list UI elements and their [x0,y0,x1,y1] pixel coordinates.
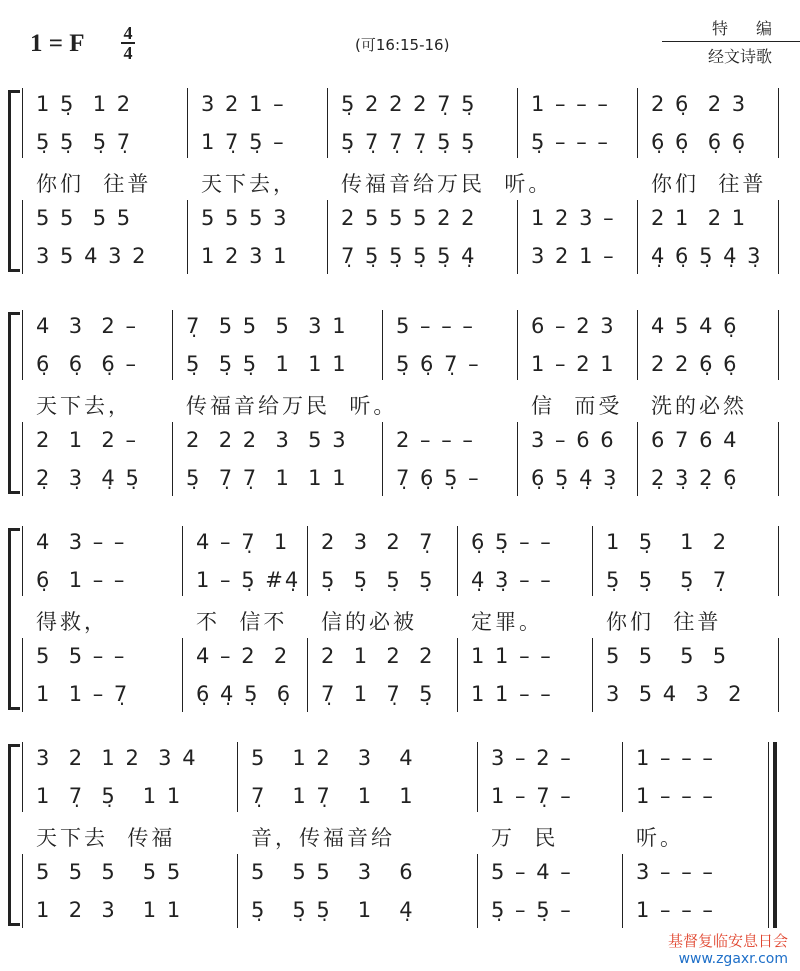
measure: 3 2 1 – [531,244,616,268]
voice-line [22,746,778,776]
measure: 1 5̣ 1 2 [606,530,729,554]
measure: 5̣ 7̣ 7̣ 7̣ 5̣ 5̣ [341,130,477,154]
voice-line [22,244,778,274]
voice-line [22,352,778,382]
measure: 5̣ 7̣ 7̣ 1 1 1 [186,466,348,490]
lyric-measure: 你们 往普 [651,172,767,196]
voice-line [22,466,778,496]
measure: 1 – 7̣ – [491,784,573,808]
voice-line [22,568,778,598]
measure: 7̣ 6̣ 5̣ – [396,466,481,490]
score-system [22,526,778,712]
measure: 3 – 6 6 [531,428,616,452]
measure: 5̣ 5̣ 5̣ 1 1 1 [186,352,348,376]
watermark-site-name: 基督复临安息日会 [667,932,788,950]
key-signature: 1 = F [30,30,85,57]
measure: 4 5 4 6̣ [651,314,739,338]
measure: 5 5 5 5 [606,644,729,668]
voice-line [22,898,778,928]
bracket-bottom [8,707,20,710]
lyric-measure: 音，传福音给 [251,826,395,850]
lyrics-credit: 经文诗歌 [707,47,772,66]
measure: 3 5 4 3 2 [36,244,148,268]
measure: 5̣ 5̣ 5̣ 7̣ [36,130,133,154]
measure: 5 5 5 3 6 [251,860,415,884]
barline [778,638,779,712]
time-signature-bottom: 4 [123,43,133,63]
barline [778,200,779,274]
voice-line [22,644,778,674]
measure: 2 5 5 5 2 2 [341,206,477,230]
bracket-top [8,528,20,531]
scripture-reference: (可16:15-16) [355,36,450,54]
measure: 5̣ 2 2 2 7̣ 5̣ [341,92,477,116]
lyric-measure: 得救， [36,610,108,634]
measure: 2 – – – [396,428,475,452]
measure: 5 – – – [396,314,475,338]
lyric-line [22,168,778,198]
lyric-measure: 天下去， [36,394,132,418]
measure: 1 – 5̣ #4̣ [196,568,301,592]
measure: 5̣ 5̣ 5̣ 5̣ [321,568,435,592]
measure: 7̣ 1 7̣ 5̣ [321,682,435,706]
voice-line [22,682,778,712]
lyric-measure: 传福音给万民 听。 [186,394,398,418]
measure: 2 1 2 2 [321,644,435,668]
lyric-line [22,822,778,852]
measure: 1 1 – 7̣ [36,682,130,706]
measure: 7̣ 1 7̣ 1 1 [251,784,415,808]
system-bracket [8,312,11,494]
measure: 4̣ 6̣ 5̣ 4̣ 3̣ [651,244,763,268]
watermark [668,930,788,967]
measure: 1 2 3 1 1 [36,898,183,922]
lyric-measure: 定罪。 [471,610,543,634]
measure: 3 2 1 – [201,92,286,116]
measure: 1 – – – [636,746,715,770]
watermark-url: www.zgaxr.com [678,951,788,967]
arranger-credit: 特编 [662,16,800,42]
measure: 2 2 2 3 5 3 [186,428,348,452]
measure: 5̣ 6̣ 7̣ – [396,352,481,376]
measure: 4̣ 3̣ – – [471,568,553,592]
voice-line [22,860,778,890]
measure: 6̣ 1 – – [36,568,127,592]
measure: 7̣ 5 5 5 3 1 [186,314,348,338]
measure: 2 1 2 – [36,428,138,452]
measure: 6̣ 6̣ 6̣ 6̣ [651,130,748,154]
barline [778,310,779,380]
lyric-measure: 听。 [636,826,684,850]
system-bracket [8,744,11,926]
measure: 5̣ – – – [531,130,610,154]
measure: 6 7 6 4 [651,428,739,452]
measure: 5̣ 5̣ 5̣ 1 4̣ [251,898,415,922]
measure: 2 3 2 7̣ [321,530,435,554]
credits [662,16,800,67]
score-system [22,88,778,274]
measure: 1 2 3 1 [201,244,289,268]
voice-line [22,130,778,160]
measure: 1 – 2 1 [531,352,616,376]
time-signature [116,24,140,62]
measure: 1 1 – – [471,644,553,668]
bracket-top [8,744,20,747]
lyric-measure: 传福音给万民 听。 [341,172,553,196]
measure: 7̣ 5̣ 5̣ 5̣ 5̣ 4̣ [341,244,477,268]
lyric-measure: 天下去， [201,172,297,196]
measure: 6̣ 6̣ 6̣ – [36,352,138,376]
measure: 2̣ 3̣ 4̣ 5̣ [36,466,141,490]
measure: 5 5 – – [36,644,127,668]
measure: 5 1 2 3 4 [251,746,415,770]
measure: 5̣ 5̣ 5̣ 7̣ [606,568,729,592]
measure: 3 – 2 – [491,746,573,770]
system-bracket [8,90,11,272]
lyric-measure: 你们 往普 [36,172,152,196]
bracket-bottom [8,923,20,926]
bracket-bottom [8,269,20,272]
measure: 1 7̣ 5̣ 1 1 [36,784,183,808]
lyric-measure: 你们 往普 [606,610,722,634]
measure: 3 – – – [636,860,715,884]
measure: 6̣ 5̣ 4̣ 3̣ [531,466,619,490]
measure: 4 – 7̣ 1 [196,530,290,554]
measure: 6̣ 4̣ 5̣ 6̣ [196,682,293,706]
voice-line [22,92,778,122]
measure: 5 5 5 5 5 [36,860,183,884]
measure: 4 3 2 – [36,314,138,338]
measure: 5 5 5 3 [201,206,289,230]
measure: 2 6̣ 2 3 [651,92,748,116]
lyric-measure: 洗的必然 [651,394,747,418]
measure: 1 1 – – [471,682,553,706]
measure: 1 – – – [636,784,715,808]
lyric-measure: 信 而受 [531,394,623,418]
measure: 1 2 3 – [531,206,616,230]
voice-line [22,784,778,814]
measure: 1 5̣ 1 2 [36,92,133,116]
measure: 6 – 2 3 [531,314,616,338]
bracket-top [8,90,20,93]
measure: 1 – – – [531,92,610,116]
measure: 2 2 6̣ 6̣ [651,352,739,376]
lyric-measure: 万 民 [491,826,559,850]
voice-line [22,530,778,560]
score-system [22,310,778,496]
bracket-top [8,312,20,315]
measure: 2̣ 3̣ 2̣ 6̣ [651,466,739,490]
measure: 5 – 4 – [491,860,573,884]
measure: 5 5 5 5 [36,206,133,230]
measure: 3 5 4 3 2 [606,682,744,706]
voice-line [22,314,778,344]
measure: 1 7̣ 5̣ – [201,130,286,154]
measure: 1 – – – [636,898,715,922]
lyric-measure: 信的必被 [321,610,417,634]
voice-line [22,206,778,236]
time-signature-top: 4 [123,23,133,43]
lyric-line [22,606,778,636]
barline [778,422,779,496]
barline [778,526,779,596]
measure: 4 3 – – [36,530,127,554]
measure: 4 – 2 2 [196,644,290,668]
voice-line [22,428,778,458]
barline [778,88,779,158]
measure: 2 1 2 1 [651,206,748,230]
system-bracket [8,528,11,710]
lyric-measure: 天下去 传福 [36,826,176,850]
measure: 6̣ 5̣ – – [471,530,553,554]
measure: 3 2 1 2 3 4 [36,746,198,770]
measure: 5̣ – 5̣ – [491,898,573,922]
bracket-bottom [8,491,20,494]
lyric-measure: 不 信不 [196,610,288,634]
score-system [22,742,778,928]
lyric-line [22,390,778,420]
